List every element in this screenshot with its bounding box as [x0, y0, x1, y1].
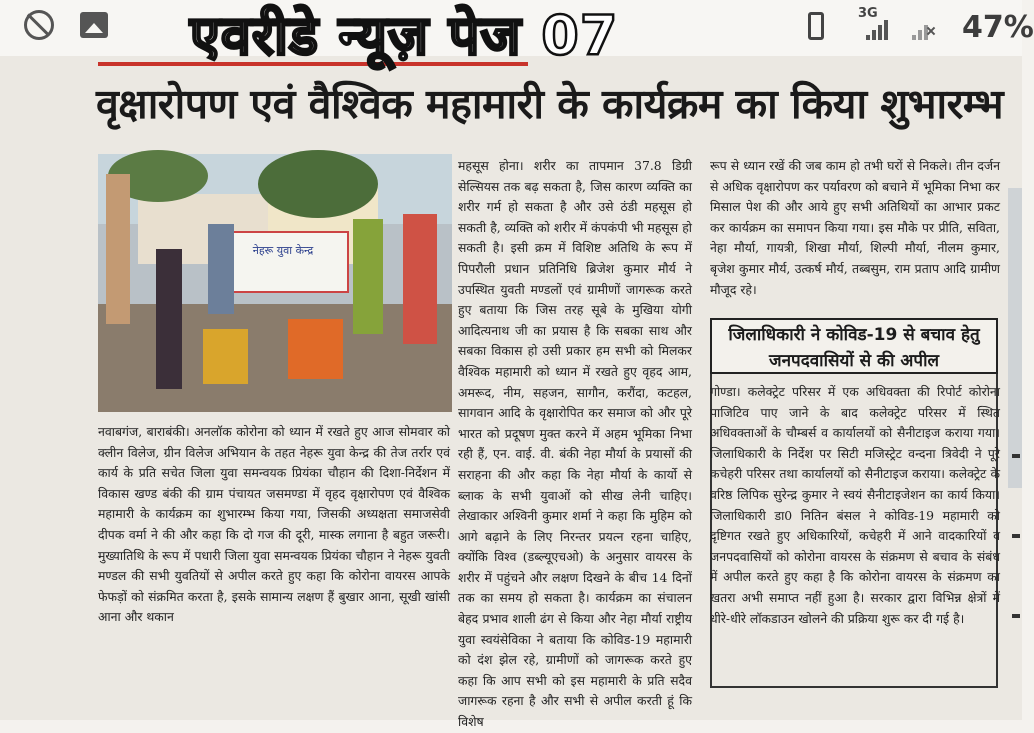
gallery-icon [80, 12, 108, 38]
page-heading: एवरीडे न्यूज़ पेज 07 [190, 4, 619, 67]
article-column-3: रूप से ध्यान रखें की जब काम हो तभी घरों से निकले। तीन दर्जन से अधिक वृक्षारोपण कर पर्यावरण को बचाने में भूमिका निभा कर मिसाल पेश की और आये हुए सभी अतिथियों का आभार प्रकट कर कार्यक्रम का समापन किया गया। इस मौके पर प्रीति, सविता, नेहा मौर्या, गायत्री, शिखा मौर्या, शिल्पी मौर्या, नीलम कुमार, बृजेश कुमार मौर्य, उत्कर्ष मौर्य, तब्बसुम, राम प्रताप आदि ग्रामीण मौजूद रहे। [710, 158, 1000, 297]
battery-level: 47% [962, 10, 1034, 45]
network-type: 3G [858, 6, 878, 21]
photo-banner-text: नेहरू युवा केन्द्र [252, 244, 314, 257]
adjacent-photo-edge [1008, 188, 1022, 488]
signal-icon [866, 20, 888, 40]
sidebar-headline: जिलाधिकारी ने कोविड-19 से बचाव हेतु जनपदवासियों से की अपील [710, 318, 998, 374]
sidebar-article-body: गोण्डा। कलेक्ट्रेट परिसर में एक अधिवक्ता की रिपोर्ट कोरोना पाजिटिव पाए जाने के बाद कलेक्ट्रेट परिसर में स्थित अधिवक्ताओं के चौम्बर्स व कार्यालयों को सैनीटाइज कराया गया। जिलाधिकारी के निर्देश पर सिटी मजिस्ट्रेट वन्दना त्रिवेदी ने पूरे कचेहरी परिसर तथा कार्यालयों को सैनीटाइज कराया। कलेक्ट्रेट के वरिष्ठ लिपिक सुरेन्द्र कुमार ने स्वयं सैनीटाइजेशन का कार्य किया। जिलाधिकारी डा0 नितिन बंसल ने कोविड-19 महामारी को दृष्टिगत रखते हुए अधिकारियों, कचेहरी में आने वादकारियों व जनपदवासियों को कोरोना वायरस के संक्रमण से बचाव के संबंध में अपील करते हुए कहा है कि कोरोना वायरस के संक्रमण का खतरा अभी समाप्त नहीं हुआ है। सरकार द्वारा विभिन्न क्षेत्रों में धीरे-धीरे लॉकडाउन खोलने की प्रक्रिया शुरू कर दी गई है। [710, 384, 1000, 626]
vibrate-icon [808, 12, 824, 40]
newspaper-clipping [0, 56, 1022, 730]
article-column-1: नवाबगंज, बाराबंकी। अनलॉक कोरोना को ध्यान में रखते हुए आज सोमवार को क्लीन विलेज, ग्रीन विलेज अभियान के तहत नेहरू युवा केन्द्र की तेज तर्रार एवं कार्य के प्रति सचेत जिला युवा समन्वयक प्रियंका चौहान की दिशा-निर्देशन में विकास खण्ड बंकी की ग्राम पंचायत जसमण्डा में वृहद वृक्षारोपण एवं वैश्विक महामारी के कार्यक्रम का शुभारम्भ किया गया, जिसकी अध्यक्षता समाजसेवी दीपक वर्मा ने की और कहा कि दो गज की दूरी, मास्क लगाना है बहुत जरूरी। मुख्यातिथि के रूप में पधारी जिला युवा समन्वयक प्रियंका चौहान ने नेहरू युवती मण्डल की सभी युवतियों से अपील करते हुए कहा कि कोरोना वायरस आपके फेफड़ों को संक्रमित करता है, इसके सामान्य लक्षण हैं बुखार आना, सूखी खांसी आना और थकान [98, 424, 450, 625]
do-not-disturb-icon [24, 10, 54, 40]
article-column-2: महसूस होना। शरीर का तापमान 37.8 डिग्री सेल्सियस तक बढ़ सकता है, जिस कारण व्यक्ति का शरीर गर्म हो सकता है और उसे ठंडी महसूस हो सकती है, व्यक्ति को शरीर में कंपकंपी भी महसूस हो सकती है। इसी क्रम में विशिष्ट अतिथि के रूप में पिपरौली प्रधान प्रतिनिधि ब्रिजेश कुमार मौर्य ने उपस्थित युवती मण्डलों एवं ग्रामीणों जागरूक करते हुए बताया कि जिस तरह सूबे के मुखिया योगी आदित्यनाथ जी का प्रयास है कि सबका साथ और सबका विकास हो उसी प्रकार हम सभी को मिलकर वैश्विक महामारी को ध्यान में रखते हुए वृहद आम, अमरूद, नीम, सहजन, सागौन, करौंदा, कटहल, सागवान आदि के वृक्षारोपित कर समाज को और पूरे भारत को प्रदूषण मुक्त करने में अहम भूमिका निभा रही हैं, एन. वाई. वी. बंकी नेहा मौर्या के प्रयासों की सराहना की और कहा कि नेहा मौर्या के कार्यो से ब्लाक के सभी युवाओं को सीख लेनी चाहिए। लेखाकार अश्विनी कुमार शर्मा ने कहा कि मुहिम को आगे बढ़ाने के लिए निरन्तर प्रयत्न रहना चाहिए, क्योंकि विश्व (डब्ल्यूएचओ) के अनुसार वायरस के शरीर में पहुंचने और लक्षण दिखने के बीच 14 दिनों तक का समय हो सकता है। कार्यक्रम का संचालन बेहद प्रभाव शाली ढंग से किया और नेहा मौर्या राष्ट्रीय युवा स्वयंसेविका ने बताया कि कोविड-19 महामारी को दंश झेल रहे, ग्रामीणों को जागरूक करते हुए कहा कि आप सभी को इस महामारी के प्रति सदैव जागरूक रहना है और सभी से अपील करती हूं कि विशेष [458, 158, 692, 730]
event-photo [98, 154, 452, 412]
article-headline: वृक्षारोपण एवं वैश्विक महामारी के कार्यक्रम का किया शुभारम्भ [96, 80, 1004, 128]
adjacent-text-fragment [1012, 454, 1020, 458]
no-signal-icon [912, 20, 934, 40]
adjacent-text-fragment [1012, 614, 1020, 618]
adjacent-text-fragment [1012, 534, 1020, 538]
